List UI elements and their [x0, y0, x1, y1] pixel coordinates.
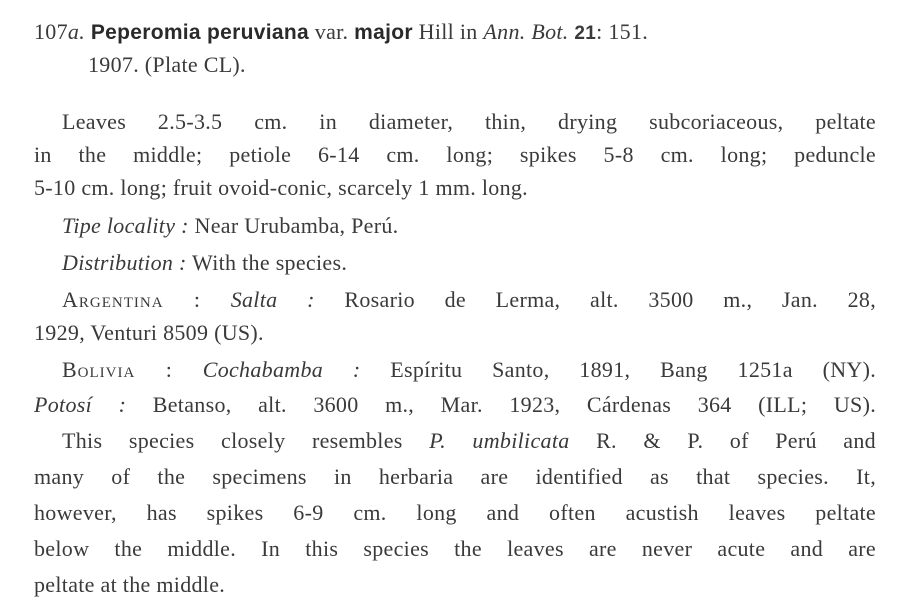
- bolivia-province: Cochabamba :: [202, 357, 361, 382]
- year-plate-text: 1907. (Plate CL).: [88, 52, 246, 77]
- variety-name: major: [354, 21, 413, 44]
- description-text-3: 5-10 cm. long; fruit ovoid-conic, scarcely 1 mm. long.: [34, 175, 528, 200]
- discussion-text-2: many of the specimens in herbaria are identified as that species. It,: [34, 464, 876, 489]
- bolivia-locality-2: Betanso, alt. 3600 m., Mar. 1923, Cárdenas 364 (ILL; US).: [152, 392, 876, 417]
- pages: : 151.: [596, 19, 649, 44]
- argentina-line-2: [34, 320, 264, 346]
- discussion-text-3: however, has spikes 6-9 cm. long and often acustish leaves peltate: [34, 500, 876, 525]
- bolivia-line-1: [62, 357, 876, 383]
- discussion-text-5: peltate at the middle.: [34, 572, 226, 597]
- distribution-value: With the species.: [192, 250, 348, 275]
- taxon-name: Peperomia peruviana: [90, 21, 309, 44]
- argentina-line-1: [62, 287, 876, 313]
- discussion-line-5: [34, 572, 225, 598]
- argentina-country: Argentina :: [62, 287, 202, 312]
- type-locality-label: Tipe locality :: [62, 213, 189, 238]
- author: Hill in: [418, 19, 478, 44]
- rank: var.: [314, 19, 349, 44]
- description-line-2: [34, 142, 876, 168]
- discussion-line-1: [62, 428, 876, 454]
- journal: Ann. Bot.: [483, 19, 569, 44]
- discussion-text-4: below the middle. In this species the leaves are never acute and are: [34, 536, 876, 561]
- discussion-line-3: [34, 500, 876, 526]
- type-locality-value: Near Urubamba, Perú.: [194, 213, 399, 238]
- bolivia-line-2: [34, 392, 876, 418]
- discussion-line-2: [34, 464, 876, 490]
- description-line-1: [62, 109, 876, 135]
- description-text-2: in the middle; petiole 6-14 cm. long; spikes 5-8 cm. long; peduncle: [34, 142, 876, 167]
- description-line-3: [34, 175, 528, 201]
- volume: 21: [574, 23, 597, 44]
- discussion-line-4: [34, 536, 876, 562]
- bolivia-country: Bolivia :: [62, 357, 173, 382]
- bolivia-locality: Espíritu Santo, 1891, Bang 1251a (NY).: [390, 357, 876, 382]
- entry-number: 107: [34, 19, 68, 44]
- discussion-text-1a: This species closely resembles: [62, 428, 403, 453]
- bolivia-province-2: Potosí :: [34, 392, 127, 417]
- discussion-text-1b: R. & P. of Perú and: [596, 428, 876, 453]
- entry-number-suffix: a.: [67, 19, 86, 44]
- entry-year-plate: [88, 52, 246, 78]
- argentina-province: Salta :: [230, 287, 315, 312]
- compared-species: P. umbilicata: [429, 428, 570, 453]
- distribution: [62, 250, 347, 276]
- argentina-collection: 1929, Venturi 8509 (US).: [34, 320, 264, 345]
- type-locality: [62, 213, 398, 239]
- argentina-locality: Rosario de Lerma, alt. 3500 m., Jan. 28,: [344, 287, 876, 312]
- entry-heading: [34, 19, 648, 47]
- distribution-label: Distribution :: [62, 250, 187, 275]
- description-text-1: Leaves 2.5-3.5 cm. in diameter, thin, drying subcoriaceous, peltate: [62, 109, 876, 134]
